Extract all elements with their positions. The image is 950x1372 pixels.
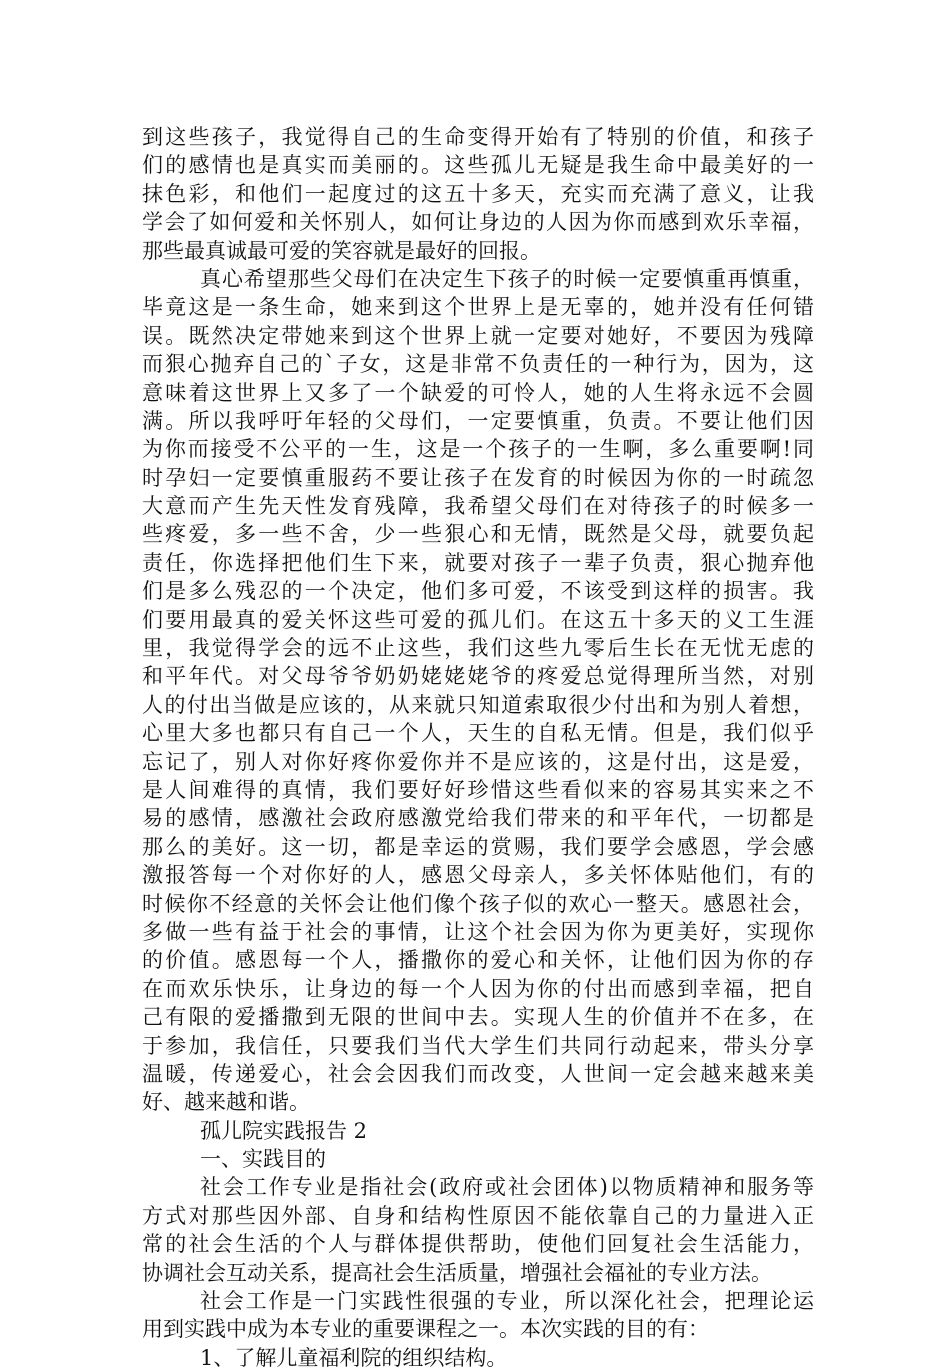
text-line: 于参加，我信任，只要我们当代大学生们共同行动起来，带头分享 <box>142 1033 814 1058</box>
text-line: 时孕妇一定要慎重服药不要让孩子在发育的时候因为你的一时疏忽 <box>142 465 814 490</box>
text-line: 常的社会生活的个人与群体提供帮助，使他们回复社会生活能力， <box>142 1232 814 1257</box>
document-body <box>142 123 814 1372</box>
text-line: 社会工作是一门实践性很强的专业，所以深化社会，把理论运 <box>200 1289 814 1314</box>
text-line: 们要用最真的爱关怀这些可爱的孤儿们。在这五十多天的义工生涯 <box>142 607 814 632</box>
text-line: 而狠心抛弃自己的`子女，这是非常不负责任的一种行为，因为，这 <box>142 352 814 377</box>
text-line: 毕竟这是一条生命，她来到这个世界上是无辜的，她并没有任何错 <box>142 295 814 320</box>
text-line: 和平年代。对父母爷爷奶奶姥姥姥爷的疼爱总觉得理所当然，对别 <box>142 664 814 689</box>
text-line: 社会工作专业是指社会(政府或社会团体)以物质精神和服务等 <box>200 1175 814 1200</box>
text-line: 那些最真诚最可爱的笑容就是最好的回报。 <box>142 238 541 263</box>
text-line: 是人间难得的真情，我们要好好珍惜这些看似来的容易其实来之不 <box>142 777 814 802</box>
text-line: 好、越来越和谐。 <box>142 1090 310 1115</box>
text-line: 们是多么残忍的一个决定，他们多可爱，不该受到这样的损害。我 <box>142 579 814 604</box>
text-line: 易的感情，感激社会政府感激党给我们带来的和平年代，一切都是 <box>142 806 814 831</box>
text-line: 责任，你选择把他们生下来，就要对孩子一辈子负责，狠心抛弃他 <box>142 550 814 575</box>
text-line: 意味着这世界上又多了一个缺爱的可怜人，她的人生将永远不会圆 <box>142 380 814 405</box>
text-line: 到这些孩子，我觉得自己的生命变得开始有了特别的价值，和孩子 <box>142 125 814 149</box>
text-line: 误。既然决定带她来到这个世界上就一定要对她好，不要因为残障 <box>142 323 814 348</box>
text-line: 些疼爱，多一些不舍，少一些狠心和无情，既然是父母，就要负起 <box>142 522 814 547</box>
text-line: 在而欢乐快乐，让身边的每一个人因为你的付出而感到幸福，把自 <box>142 976 814 1001</box>
text-line: 协调社会互动关系，提高社会生活质量，增强社会福祉的专业方法。 <box>142 1260 772 1285</box>
text-line: 们的感情也是真实而美丽的。这些孤儿无疑是我生命中最美好的一 <box>142 153 814 178</box>
text-line: 温暖，传递爱心，社会会因我们而改变，人世间一定会越来越来美 <box>142 1061 814 1086</box>
text-line: 里，我觉得学会的远不止这些，我们这些九零后生长在无忧无虑的 <box>142 636 814 661</box>
text-line: 忘记了，别人对你好疼你爱你并不是应该的，这是付出，这是爱， <box>142 749 814 774</box>
text-line: 真心希望那些父母们在决定生下孩子的时候一定要慎重再慎重， <box>200 266 814 291</box>
text-line: 满。所以我呼吁年轻的父母们，一定要慎重，负责。不要让他们因 <box>142 408 814 433</box>
text-line: 时候你不经意的关怀会让他们像个孩子似的欢心一整天。感恩社会， <box>142 891 814 916</box>
text-line: 抹色彩，和他们一起度过的这五十多天，充实而充满了意义，让我 <box>142 181 814 206</box>
text-line: 那么的美好。这一切，都是幸运的赏赐，我们要学会感恩，学会感 <box>142 834 814 859</box>
text-line: 学会了如何爱和关怀别人，如何让身边的人因为你而感到欢乐幸福， <box>142 210 814 235</box>
text-line: 人的付出当做是应该的，从来就只知道索取很少付出和为别人着想， <box>142 692 814 717</box>
text-line: 己有限的爱播撒到无限的世间中去。实现人生的价值并不在多，在 <box>142 1005 814 1030</box>
text-line: 大意而产生先天性发育残障，我希望父母们在对待孩子的时候多一 <box>142 494 814 519</box>
text-line: 用到实践中成为本专业的重要课程之一。本次实践的目的有： <box>142 1317 709 1342</box>
text-line: 心里大多也都只有自己一个人，天生的自私无情。但是，我们似乎 <box>142 721 814 746</box>
text-line: 孤儿院实践报告 2 <box>200 1118 368 1143</box>
text-line: 激报答每一个对你好的人，感恩父母亲人，多关怀体贴他们，有的 <box>142 863 814 888</box>
text-line: 1、了解儿童福利院的组织结构。 <box>200 1345 508 1370</box>
text-line: 多做一些有益于社会的事情，让这个社会因为你为更美好，实现你 <box>142 919 814 944</box>
text-line: 方式对那些因外部、自身和结构性原因不能依靠自己的力量进入正 <box>142 1203 814 1228</box>
text-line: 为你而接受不公平的一生，这是一个孩子的一生啊，多么重要啊!同 <box>142 437 814 462</box>
text-line: 的价值。感恩每一个人，播撒你的爱心和关怀，让他们因为你的存 <box>142 948 814 973</box>
text-line: 一、实践目的 <box>200 1147 326 1172</box>
